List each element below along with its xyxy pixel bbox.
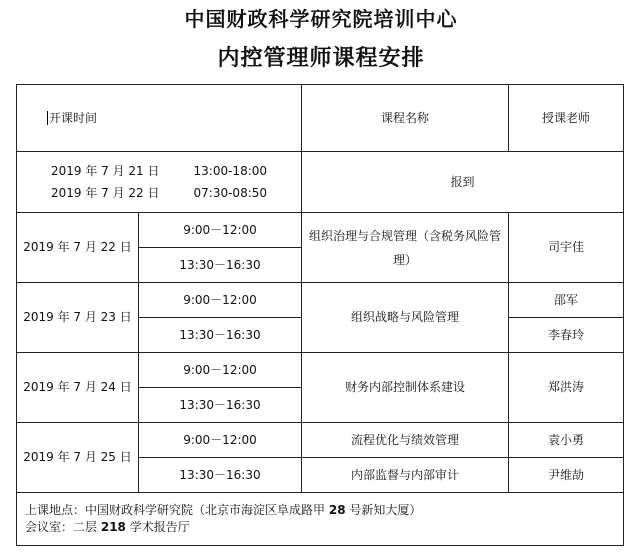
- course-name: 流程优化与绩效管理: [302, 423, 509, 458]
- table-row: [17, 283, 624, 318]
- time-slot: 13:30－16:30: [139, 388, 302, 423]
- course-name: 内部监督与内部审计: [302, 458, 509, 493]
- time-slot: 9:00－12:00: [139, 423, 302, 458]
- page-subtitle: 内控管理师课程安排: [217, 45, 425, 71]
- time-slot: 9:00－12:00: [139, 213, 302, 248]
- teacher-name: 司宇佳: [509, 213, 624, 283]
- time-slot: 13:30－16:30: [139, 248, 302, 283]
- registration-date-1: 2019 年 7 月 21 日: [50, 164, 160, 178]
- registration-time-2: 07:30-08:50: [193, 186, 268, 200]
- footer-row: [17, 493, 624, 546]
- registration-date-2: 2019 年 7 月 22 日: [50, 186, 160, 200]
- table-row: [17, 423, 624, 458]
- day-date: 2019 年 7 月 24 日: [17, 353, 139, 423]
- registration-time-cell: [17, 152, 302, 213]
- time-slot: 9:00－12:00: [139, 283, 302, 318]
- text-cursor: [47, 111, 48, 125]
- course-name: 组织战略与风险管理: [302, 283, 509, 353]
- col-header-time[interactable]: 开课时间: [17, 85, 302, 152]
- col-header-teacher: 授课老师: [509, 85, 624, 152]
- registration-label: 报到: [302, 152, 624, 213]
- table-row: [17, 353, 624, 388]
- time-slot: 13:30－16:30: [139, 458, 302, 493]
- schedule-table: [16, 84, 624, 546]
- room-line: 会议室：二层 218 学术报告厅: [25, 520, 190, 534]
- footer-cell: [17, 493, 624, 546]
- col-header-course: 课程名称: [302, 85, 509, 152]
- day-date: 2019 年 7 月 25 日: [17, 423, 139, 493]
- page-title: 中国财政科学研究院培训中心: [184, 7, 458, 31]
- registration-time-1: 13:00-18:00: [193, 164, 268, 178]
- location-line: 上课地点：中国财政科学研究院（北京市海淀区阜成路甲 28 号新知大厦）: [25, 503, 422, 517]
- registration-row: [17, 152, 624, 213]
- teacher-name: 袁小勇: [509, 423, 624, 458]
- header-row: [17, 85, 624, 152]
- course-name: 财务内部控制体系建设: [302, 353, 509, 423]
- teacher-name: 李春玲: [509, 318, 624, 353]
- teacher-name: 尹维劼: [509, 458, 624, 493]
- course-name: 组织治理与合规管理（含税务风险管理）: [302, 213, 509, 283]
- table-row: [17, 213, 624, 248]
- teacher-name: 邵军: [509, 283, 624, 318]
- time-slot: 13:30－16:30: [139, 318, 302, 353]
- time-slot: 9:00－12:00: [139, 353, 302, 388]
- day-date: 2019 年 7 月 22 日: [17, 213, 139, 283]
- day-date: 2019 年 7 月 23 日: [17, 283, 139, 353]
- teacher-name: 郑洪涛: [509, 353, 624, 423]
